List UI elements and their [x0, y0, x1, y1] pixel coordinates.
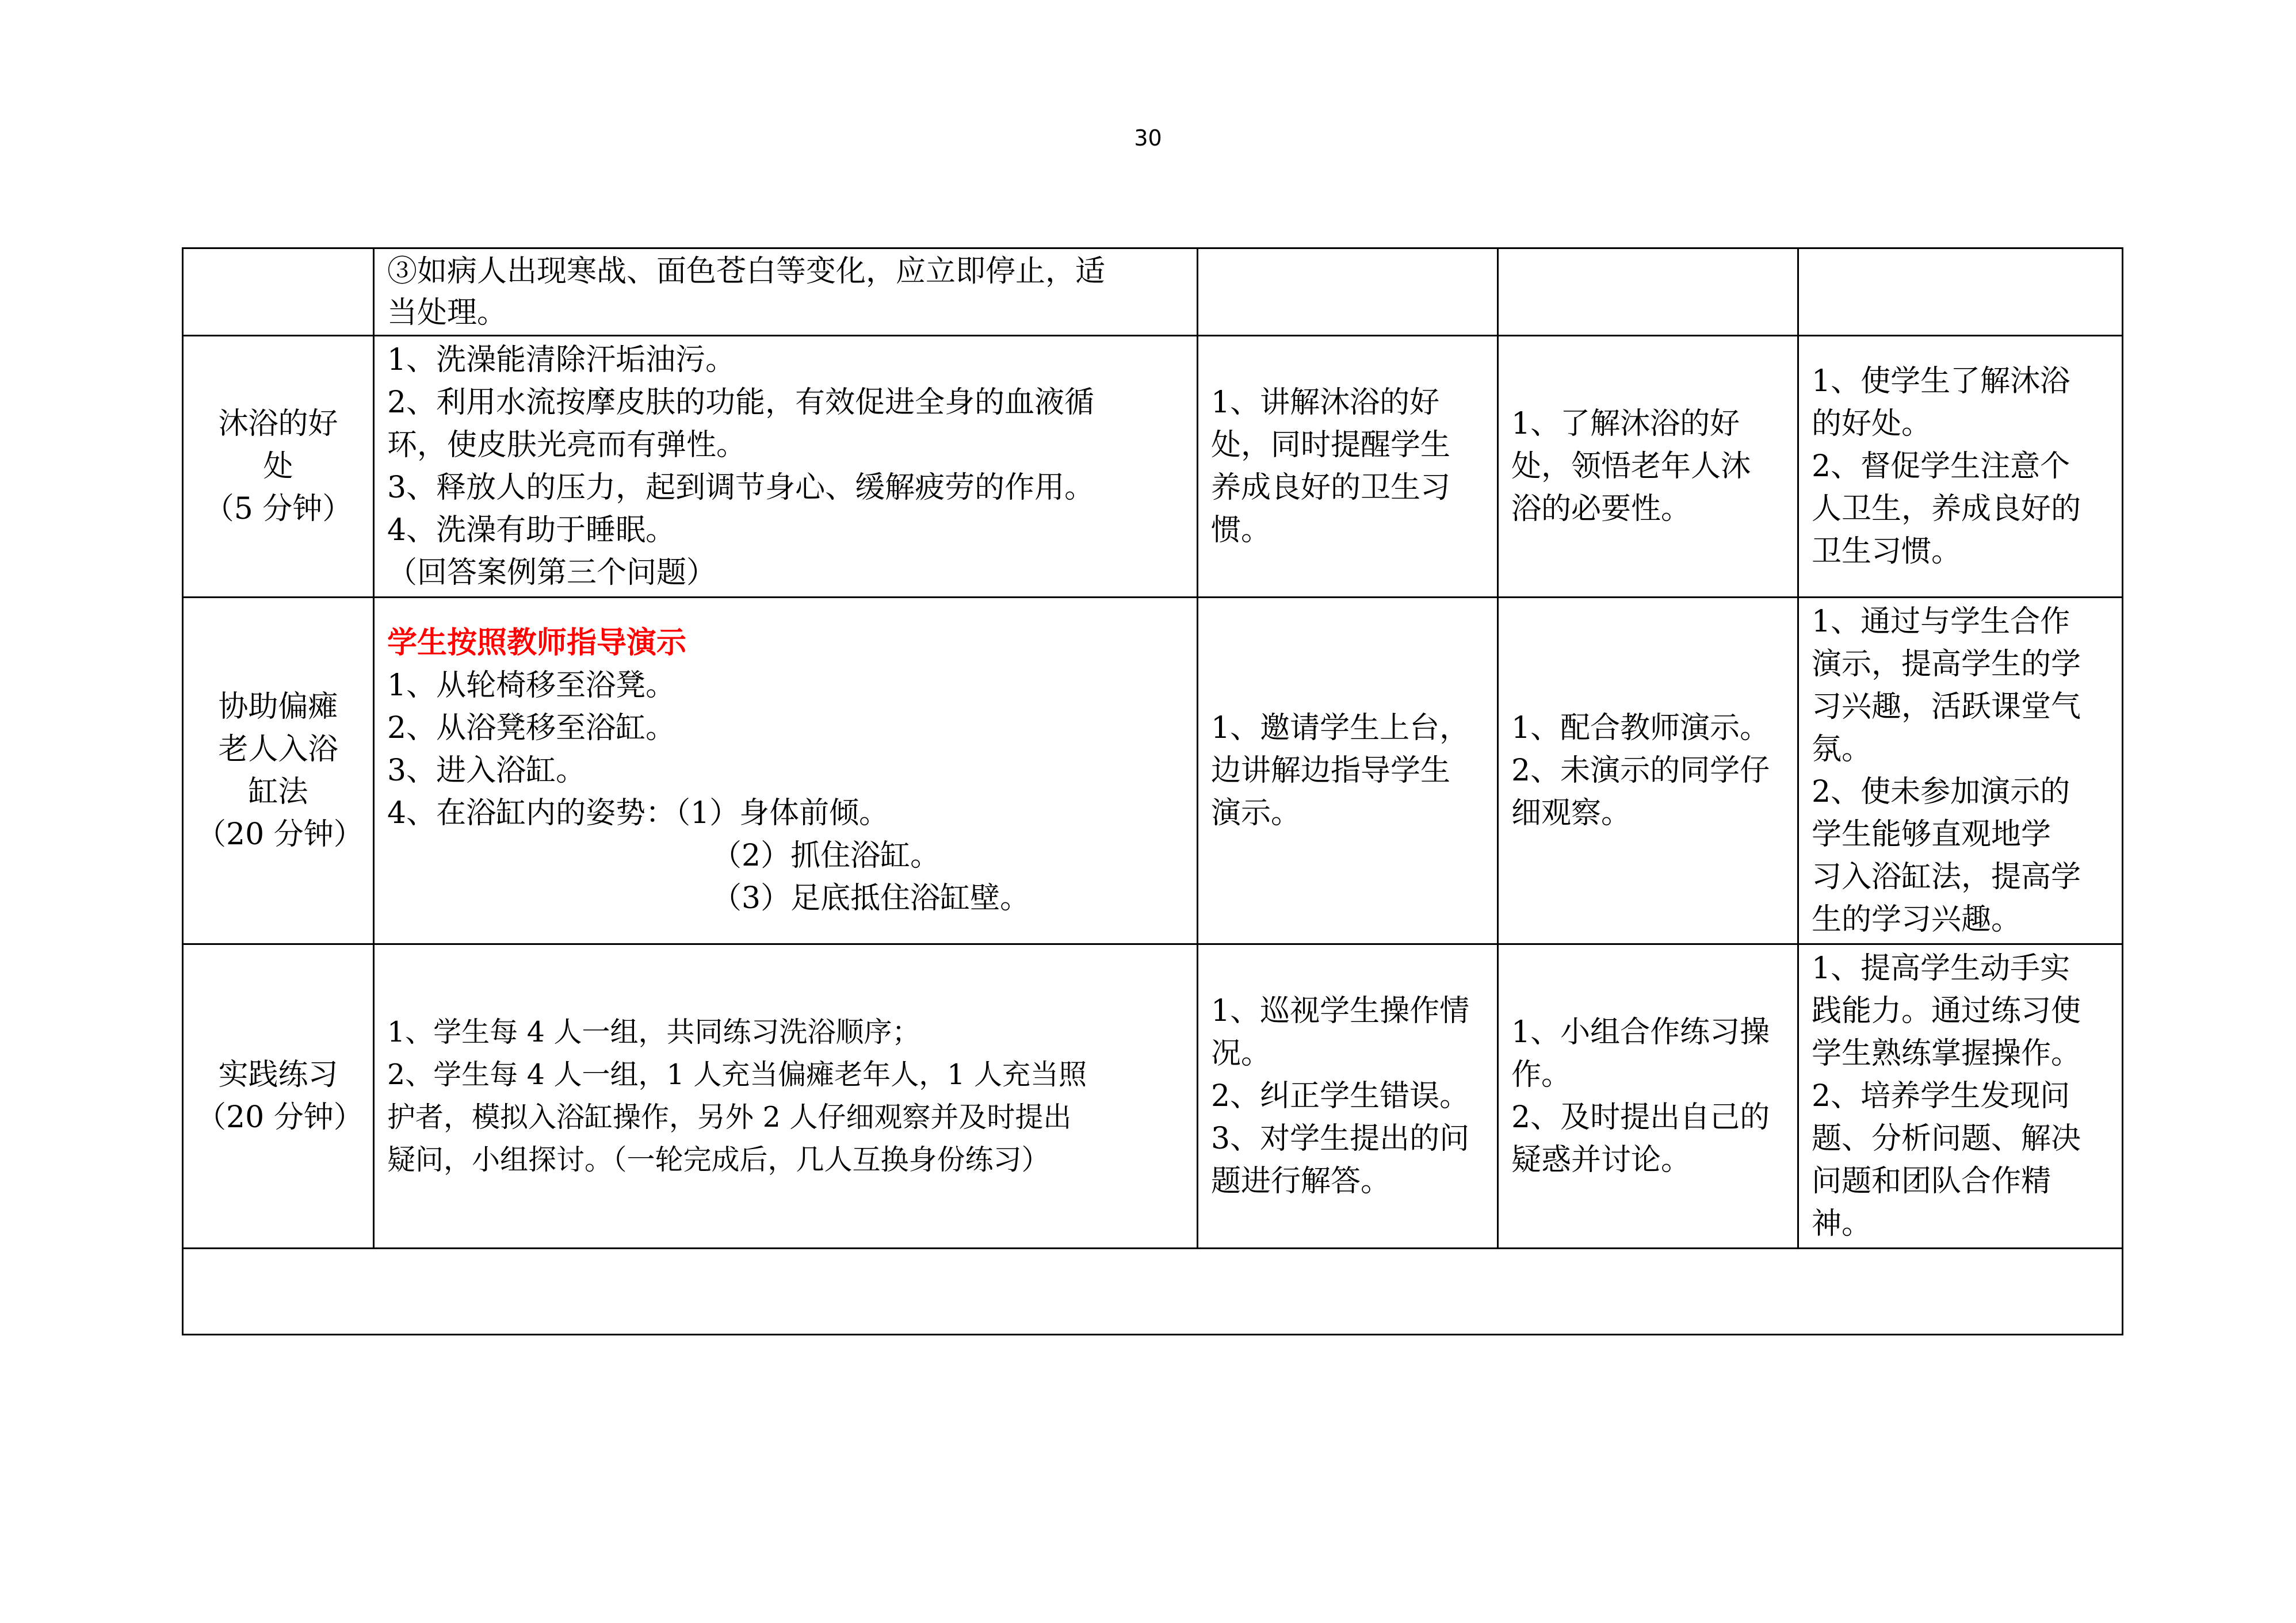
content-line: ③如病人出现寒战、面色苍白等变化，应立即停止，适 — [387, 254, 1106, 289]
content-line: 1、洗澡能清除汗垢油污。 — [387, 343, 736, 377]
teacher-cell — [1198, 248, 1498, 336]
content-line: 疑问，小组探讨。（一轮完成后，几人互换身份练习） — [387, 1143, 1050, 1176]
teacher-line: 况。 — [1211, 1036, 1271, 1071]
demo-heading: 学生按照教师指导演示 — [387, 626, 687, 660]
student-line: 1、了解沐浴的好 — [1511, 407, 1740, 441]
content-line: 当处理。 — [387, 295, 507, 330]
table-row-empty — [183, 1249, 2123, 1335]
intent-line: 践能力。通过练习使 — [1812, 994, 2081, 1028]
topic-cell — [183, 248, 374, 336]
content-line: 3、释放人的压力，起到调节身心、缓解疲劳的作用。 — [387, 470, 1095, 505]
student-line: 1、配合教师演示。 — [1511, 711, 1770, 745]
intent-line: 演示，提高学生的学 — [1812, 647, 2081, 682]
intent-line: 学生能够直观地学 — [1812, 817, 2051, 852]
content-line: 2、学生每 4 人一组，1 人充当偏瘫老年人，1 人充当照 — [387, 1058, 1087, 1091]
table-row — [183, 248, 2123, 336]
teacher-cell — [1198, 944, 1498, 1249]
teacher-line: 惯。 — [1211, 513, 1271, 548]
topic-line: 老人入浴 — [218, 732, 338, 767]
intent-line: 题、分析问题、解决 — [1812, 1121, 2081, 1156]
student-line: 疑惑并讨论。 — [1511, 1143, 1691, 1177]
topic-line: 沐浴的好 — [218, 407, 338, 441]
teacher-line: 边讲解边指导学生 — [1211, 753, 1451, 788]
content-cell — [374, 336, 1198, 598]
intent-line: 2、督促学生注意个 — [1812, 449, 2070, 484]
teacher-line: 3、对学生提出的问 — [1211, 1121, 1470, 1156]
content-line: （回答案例第三个问题） — [387, 556, 717, 590]
teacher-cell — [1198, 336, 1498, 598]
empty-cell — [183, 1249, 2123, 1335]
intent-line: 卫生习惯。 — [1812, 534, 1962, 569]
intent-cell — [1798, 248, 2123, 336]
teacher-line: 演示。 — [1211, 796, 1301, 830]
teacher-line: 1、巡视学生操作情 — [1211, 994, 1470, 1028]
intent-line: 神。 — [1812, 1207, 1872, 1241]
content-line: 护者，模拟入浴缸操作，另外 2 人仔细观察并及时提出 — [387, 1101, 1072, 1134]
teacher-line: 1、讲解沐浴的好 — [1211, 385, 1440, 420]
lesson-plan-table — [182, 247, 2123, 1335]
content-line: 1、从轮椅移至浴凳。 — [387, 668, 676, 703]
intent-cell — [1798, 944, 2123, 1249]
student-line: 2、未演示的同学仔 — [1511, 753, 1770, 788]
page-number: 30 — [1134, 125, 1162, 151]
topic-line: 实践练习 — [218, 1058, 338, 1092]
student-cell — [1498, 248, 1798, 336]
intent-cell — [1798, 598, 2123, 944]
content-line: （3）足底抵住浴缸壁。 — [712, 881, 1030, 916]
student-line: 1、小组合作练习操 — [1511, 1015, 1770, 1050]
intent-line: 1、通过与学生合作 — [1812, 604, 2070, 639]
teacher-cell — [1198, 598, 1498, 944]
student-line: 处，领悟老年人沐 — [1511, 449, 1751, 484]
teacher-line: 1、邀请学生上台， — [1211, 711, 1470, 745]
topic-cell — [183, 944, 374, 1249]
intent-line: 2、使未参加演示的 — [1812, 775, 2070, 809]
content-line: 1、学生每 4 人一组，共同练习洗浴顺序； — [387, 1016, 920, 1048]
topic-line: （20 分钟） — [196, 817, 364, 852]
intent-line: 生的学习兴趣。 — [1812, 902, 2022, 937]
student-line: 浴的必要性。 — [1511, 492, 1691, 526]
content-line: 3、进入浴缸。 — [387, 753, 586, 788]
student-cell — [1498, 598, 1798, 944]
intent-line: 氛。 — [1812, 732, 1872, 767]
intent-cell — [1798, 336, 2123, 598]
content-line: 2、利用水流按摩皮肤的功能，有效促进全身的血液循 — [387, 385, 1095, 420]
teacher-line: 养成良好的卫生习 — [1211, 470, 1451, 505]
intent-line: 问题和团队合作精 — [1812, 1164, 2051, 1199]
student-cell — [1498, 944, 1798, 1249]
student-cell — [1498, 336, 1798, 598]
intent-line: 习兴趣，活跃课堂气 — [1812, 690, 2081, 724]
teacher-line: 处，同时提醒学生 — [1211, 428, 1451, 462]
topic-line: （5 分钟） — [204, 492, 353, 526]
intent-line: 习入浴缸法，提高学 — [1812, 860, 2081, 894]
teacher-line: 题进行解答。 — [1211, 1164, 1391, 1199]
table-row — [183, 598, 2123, 944]
topic-line: 协助偏瘫 — [218, 690, 338, 724]
teacher-line: 2、纠正学生错误。 — [1211, 1079, 1470, 1113]
student-line: 作。 — [1511, 1058, 1572, 1092]
content-line: 4、洗澡有助于睡眠。 — [387, 513, 676, 548]
student-line: 2、及时提出自己的 — [1511, 1100, 1770, 1135]
content-cell — [374, 944, 1198, 1249]
content-line: （2）抓住浴缸。 — [712, 839, 941, 873]
content-line: 4、在浴缸内的姿势：（1）身体前倾。 — [387, 796, 889, 830]
table-row — [183, 944, 2123, 1249]
topic-line: 缸法 — [248, 775, 308, 809]
intent-line: 2、培养学生发现问 — [1812, 1079, 2070, 1113]
intent-line: 的好处。 — [1812, 407, 1932, 441]
topic-line: 处 — [263, 449, 293, 484]
intent-line: 学生熟练掌握操作。 — [1812, 1036, 2081, 1071]
student-line: 细观察。 — [1511, 796, 1632, 830]
topic-line: （20 分钟） — [196, 1100, 364, 1135]
table-row — [183, 336, 2123, 598]
topic-cell — [183, 598, 374, 944]
intent-line: 人卫生，养成良好的 — [1812, 492, 2081, 526]
intent-line: 1、使学生了解沐浴 — [1812, 364, 2070, 399]
content-cell — [374, 248, 1198, 336]
content-line: 环，使皮肤光亮而有弹性。 — [387, 428, 747, 462]
content-cell — [374, 598, 1198, 944]
intent-line: 1、提高学生动手实 — [1812, 951, 2070, 986]
content-line: 2、从浴凳移至浴缸。 — [387, 711, 676, 745]
topic-cell — [183, 336, 374, 598]
